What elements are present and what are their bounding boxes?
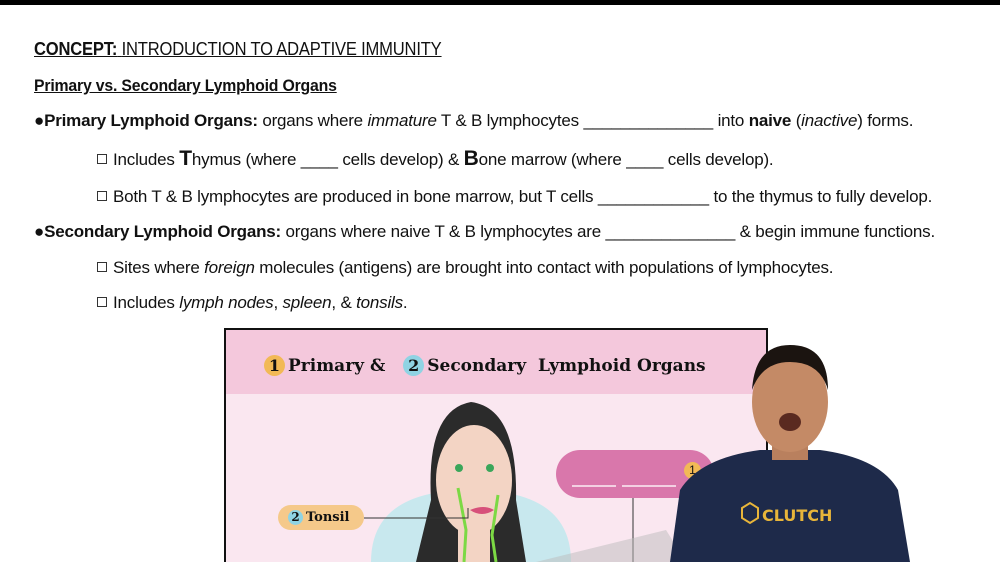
- concept-label: CONCEPT:: [34, 39, 118, 59]
- fill-blank: [572, 485, 616, 487]
- text: Includes: [113, 150, 180, 169]
- fill-blank: ______________: [583, 111, 714, 130]
- text: to the thymus to fully develop.: [708, 187, 933, 206]
- text: molecules (antigens) are brought into contact with populations of lymphocytes.: [254, 258, 834, 277]
- text: organs where naive T & B lymphocytes are: [281, 222, 606, 241]
- text: lymph nodes: [179, 293, 274, 312]
- text: (: [791, 111, 802, 130]
- text: ) forms.: [857, 111, 914, 130]
- number-badge: 1: [264, 355, 285, 376]
- text: Primary: [288, 356, 365, 376]
- text: organs where: [257, 111, 368, 130]
- text: Sites where: [113, 258, 205, 277]
- text: T: [179, 147, 192, 170]
- text: Both T & B lymphocytes are produced in bone marrow, but T cells: [113, 187, 598, 206]
- checkbox-icon: [97, 191, 107, 201]
- section-subtitle: Primary vs. Secondary Lymphoid Organs: [34, 76, 337, 95]
- thymus-subbullet: [97, 147, 773, 171]
- bullet: ●: [34, 222, 45, 241]
- fill-blank: ______________: [605, 222, 736, 241]
- text: one marrow (where: [478, 150, 627, 169]
- fill-blank: ____: [626, 150, 664, 169]
- checkbox-icon: [97, 297, 107, 307]
- term: Primary Lymphoid Organs:: [44, 111, 258, 130]
- term: Secondary Lymphoid Organs:: [44, 222, 282, 241]
- text: , &: [331, 293, 357, 312]
- primary-bullet: [34, 111, 913, 131]
- text: ,: [273, 293, 283, 312]
- text: cells develop) &: [337, 150, 464, 169]
- text: B: [463, 147, 479, 170]
- fill-blank: ____________: [597, 187, 709, 206]
- fill-blank: [622, 485, 676, 487]
- text: & begin immune functions.: [735, 222, 935, 241]
- text: hymus (where: [191, 150, 301, 169]
- text: &: [364, 356, 392, 376]
- both-subbullet: [97, 187, 932, 207]
- text: .: [402, 293, 408, 312]
- text: immature: [367, 111, 437, 130]
- secondary-bullet: [34, 222, 935, 242]
- shirt-logo-text: CLUTCH: [762, 506, 833, 525]
- number-badge: 2: [288, 510, 303, 525]
- text: Secondary: [427, 356, 527, 376]
- concept-heading: [34, 39, 442, 60]
- text: cells develop).: [663, 150, 774, 169]
- text: T & B lymphocytes: [436, 111, 584, 130]
- text: into: [713, 111, 749, 130]
- text: Tonsil: [306, 510, 350, 525]
- video-top-bar: [0, 0, 1000, 5]
- includes-subbullet: [97, 293, 407, 313]
- text: foreign: [204, 258, 255, 277]
- fill-blank: ____: [300, 150, 338, 169]
- bullet: ●: [34, 111, 45, 130]
- text: inactive: [801, 111, 858, 130]
- text: Includes: [113, 293, 180, 312]
- tonsil-label: [278, 505, 364, 530]
- number-badge: 2: [403, 355, 424, 376]
- neck: [458, 525, 490, 562]
- checkbox-icon: [97, 154, 107, 164]
- text: tonsils: [356, 293, 403, 312]
- concept-title: INTRODUCTION TO ADAPTIVE IMMUNITY: [121, 39, 442, 59]
- number-badge: 1: [684, 462, 701, 479]
- sites-subbullet: [97, 258, 833, 278]
- checkbox-icon: [97, 262, 107, 272]
- presenter-video: [670, 340, 910, 562]
- text: naive: [748, 111, 792, 130]
- eye: [486, 464, 494, 472]
- text: Lymphoid Organs: [526, 356, 706, 376]
- text: spleen: [282, 293, 332, 312]
- presenter-mouth: [779, 413, 801, 431]
- eye: [455, 464, 463, 472]
